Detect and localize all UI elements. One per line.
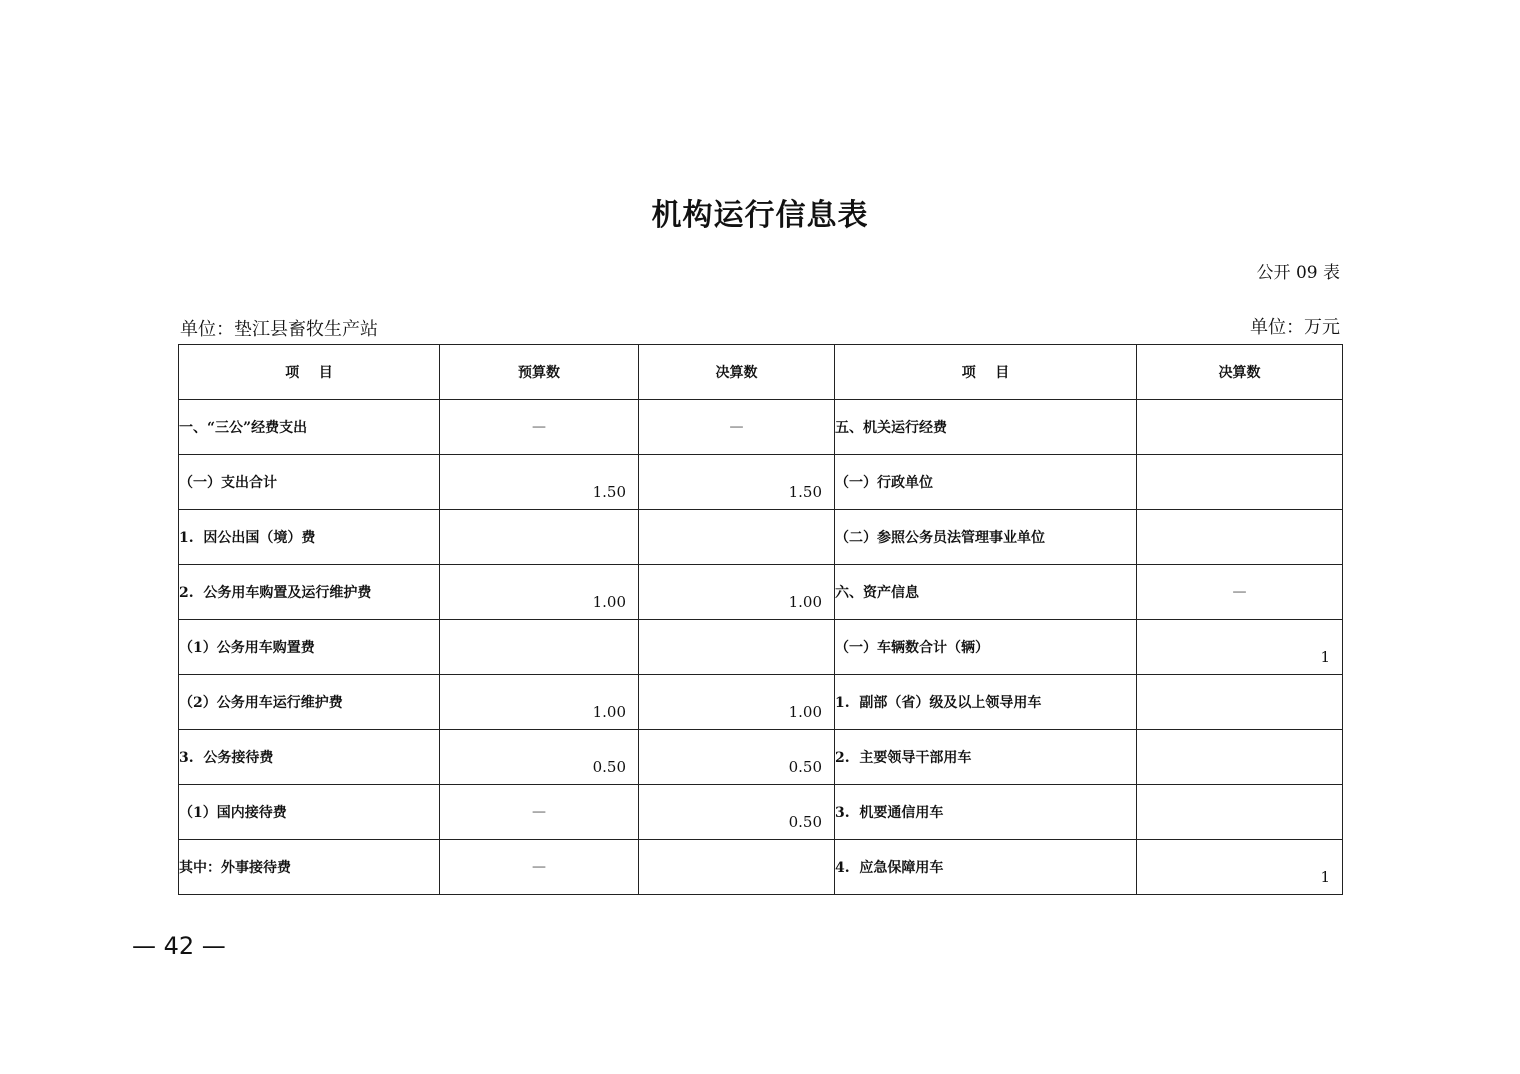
row-budget: —: [532, 419, 546, 435]
row-budget: 0.50: [592, 758, 626, 776]
table-header-row: [179, 345, 1343, 400]
row-right-final: —: [1232, 584, 1247, 600]
row-right-item: （一）行政单位: [835, 455, 1137, 510]
table-row: [179, 565, 1343, 620]
row-right-final: 1: [1320, 868, 1330, 886]
unit-currency: 单位：万元: [1250, 317, 1340, 338]
row-budget: —: [532, 859, 546, 875]
table-row: [179, 455, 1343, 510]
row-final: 1.00: [788, 593, 822, 611]
row-final: 0.50: [788, 813, 822, 831]
row-right-item: （二）参照公务员法管理事业单位: [835, 510, 1137, 565]
header-item-left: 项 目: [179, 345, 440, 400]
row-right-item: 六、资产信息: [835, 565, 1137, 620]
header-item-right: 项 目: [835, 345, 1137, 400]
row-item: 一、“三公”经费支出: [179, 400, 440, 455]
row-item: 2. 公务用车购置及运行维护费: [179, 565, 440, 620]
row-right-final: 1: [1320, 648, 1330, 666]
row-final: 1.00: [788, 703, 822, 721]
page-title: 机构运行信息表: [651, 198, 869, 233]
table-row: [179, 400, 1343, 455]
institution-operation-table: [178, 344, 1343, 895]
page-number: — 42 —: [132, 932, 226, 960]
table-row: [179, 620, 1343, 675]
row-item: （2）公务用车运行维护费: [179, 675, 440, 730]
row-budget: 1.00: [592, 593, 626, 611]
row-item: （一）支出合计: [179, 455, 440, 510]
table-row: [179, 730, 1343, 785]
table-row: [179, 785, 1343, 840]
header-final-left: 决算数: [639, 345, 835, 400]
header-budget: 预算数: [440, 345, 639, 400]
form-number: 公开 09 表: [1256, 263, 1340, 283]
header-final-right: 决算数: [1137, 345, 1343, 400]
row-right-item: 2. 主要领导干部用车: [835, 730, 1137, 785]
row-item: 1. 因公出国（境）费: [179, 510, 440, 565]
table-row: [179, 675, 1343, 730]
row-item: （1）国内接待费: [179, 785, 440, 840]
row-final: 0.50: [788, 758, 822, 776]
row-item: 3. 公务接待费: [179, 730, 440, 785]
row-budget: 1.00: [592, 703, 626, 721]
row-item: （1）公务用车购置费: [179, 620, 440, 675]
row-final: 1.50: [788, 483, 822, 501]
row-item: 其中：外事接待费: [179, 840, 440, 895]
unit-organization: 单位：垫江县畜牧生产站: [180, 319, 378, 340]
table-row: [179, 510, 1343, 565]
row-budget: 1.50: [592, 483, 626, 501]
row-final: —: [729, 419, 744, 435]
row-budget: —: [532, 804, 546, 820]
row-right-item: 五、机关运行经费: [835, 400, 1137, 455]
row-right-item: 1. 副部（省）级及以上领导用车: [835, 675, 1137, 730]
row-right-item: 4. 应急保障用车: [835, 840, 1137, 895]
row-right-item: 3. 机要通信用车: [835, 785, 1137, 840]
row-right-item: （一）车辆数合计（辆）: [835, 620, 1137, 675]
table-row: [179, 840, 1343, 895]
